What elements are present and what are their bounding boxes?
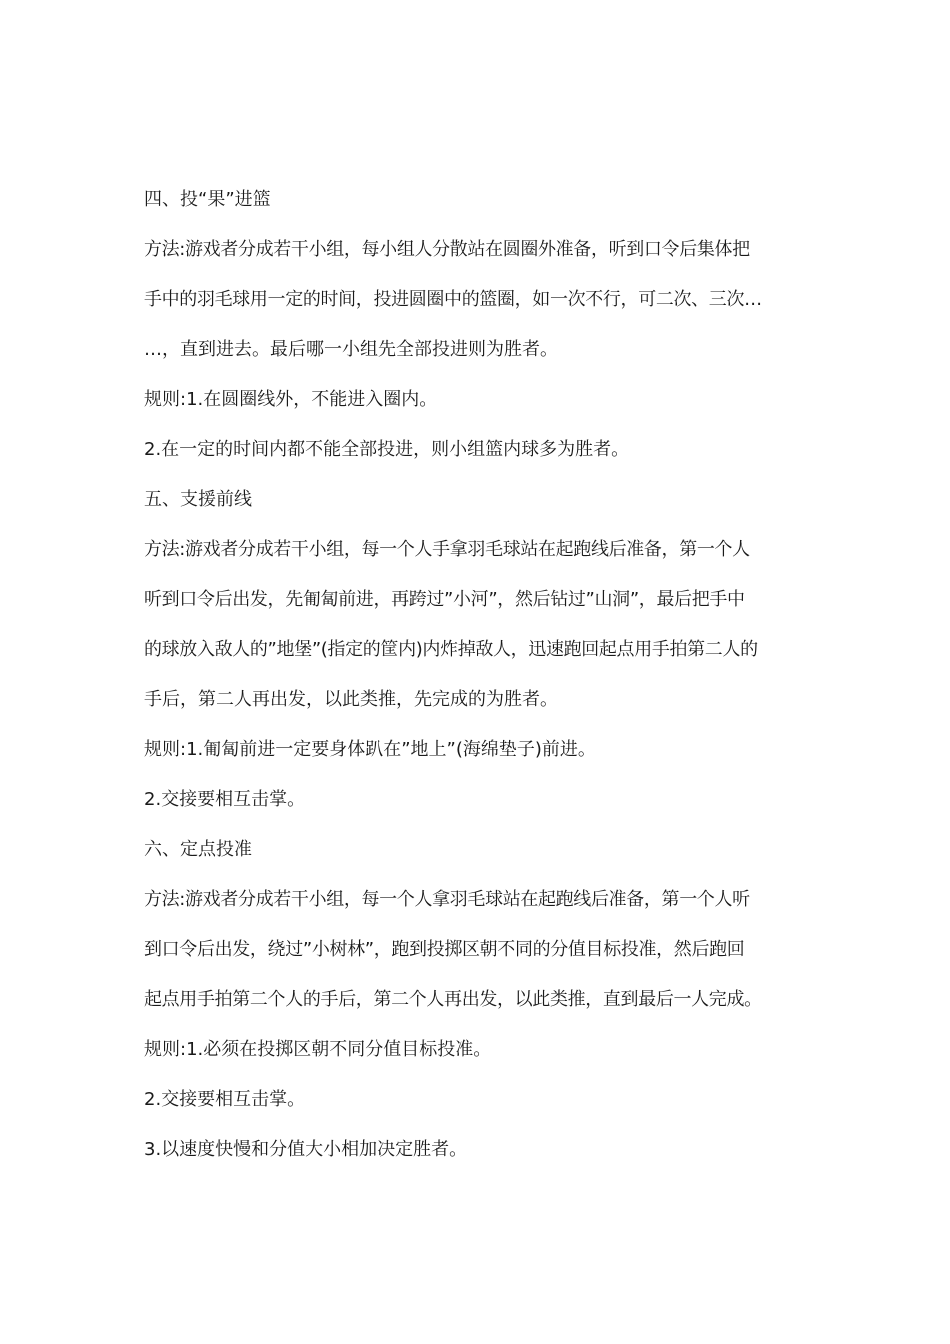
rule-line: 2.在一定的时间内都不能全部投进，则小组篮内球多为胜者。 (144, 439, 630, 460)
rule-line: 规则:1.在圆圈线外，不能进入圈内。 (144, 389, 438, 410)
paragraph-line: 起点用手拍第二个人的手后，第二个人再出发，以此类推，直到最后一人完成。 (144, 989, 762, 1010)
paragraph-line: …，直到进去。最后哪一小组先全部投进则为胜者。 (144, 339, 558, 360)
paragraph-line: 的球放入敌人的”地堡”(指定的筐内)内炸掉敌人，迅速跑回起点用手拍第二人的 (144, 639, 758, 660)
paragraph-line: 方法:游戏者分成若干小组，每一个人手拿羽毛球站在起跑线后准备，第一个人 (144, 539, 750, 560)
rule-line: 2.交接要相互击掌。 (144, 1089, 306, 1110)
paragraph-line: 到口令后出发，绕过”小树林”，跑到投掷区朝不同的分值目标投准，然后跑回 (144, 939, 745, 960)
section-heading: 四、投“果”进篮 (144, 189, 271, 210)
rule-line: 3.以速度快慢和分值大小相加决定胜者。 (144, 1139, 468, 1160)
document-body (144, 182, 808, 1182)
section-heading: 六、定点投准 (144, 839, 252, 860)
paragraph-line: 方法:游戏者分成若干小组，每小组人分散站在圆圈外准备，听到口令后集体把 (144, 239, 750, 260)
paragraph-line: 手中的羽毛球用一定的时间，投进圆圈中的篮圈，如一次不行，可二次、三次… (144, 289, 762, 310)
rule-line: 2.交接要相互击掌。 (144, 789, 306, 810)
rule-line: 规则:1.匍匐前进一定要身体趴在”地上”(海绵垫子)前进。 (144, 739, 596, 760)
paragraph-line: 方法:游戏者分成若干小组，每一个人拿羽毛球站在起跑线后准备，第一个人听 (144, 889, 750, 910)
rule-line: 规则:1.必须在投掷区朝不同分值目标投准。 (144, 1039, 492, 1060)
section-heading: 五、支援前线 (144, 489, 252, 510)
paragraph-line: 听到口令后出发，先匍匐前进，再跨过”小河”，然后钻过”山洞”，最后把手中 (144, 589, 745, 610)
paragraph-line: 手后，第二人再出发，以此类推，先完成的为胜者。 (144, 689, 558, 710)
